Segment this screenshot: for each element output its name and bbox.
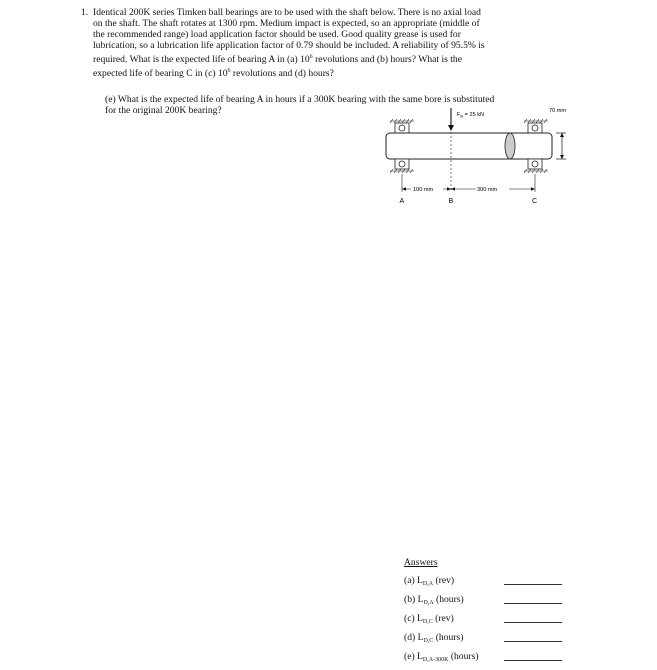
diameter-dimension [556,133,566,159]
shaft-diagram-svg [360,104,580,214]
bearing-c-bottom [528,159,542,169]
answer-label-e: (e) $L_{D,A-300K}$ (hours) [404,651,479,663]
shaft [386,133,552,159]
answer-row-e [404,651,574,670]
answer-blank-c[interactable] [504,622,562,623]
problem-line-6: expected life of bearing C in (c) $10^6$ revolutions and (d) hours? [93,67,334,79]
point-a-label: A [399,198,405,205]
bearing-c-top [528,123,542,133]
diameter-label: 70 mm [549,108,567,114]
answer-row-b [404,594,574,613]
part-e-line-1: (e) What is the expected life of bearing A in hours if a 300K bearing with the same bore is substituted [105,94,495,105]
ground-hatch-top-c [524,119,548,123]
answer-label-c: (c) $L_{D,C}$ (rev) [404,613,454,625]
answers-heading: Answers [404,557,438,568]
problem-number: 1. [81,7,89,18]
problem-line-3: the recommended range) load application factor should be used. Good quality grease is used for [93,28,461,40]
answer-blank-b[interactable] [504,603,562,604]
answer-row-a [404,575,574,594]
answer-blank-e[interactable] [504,660,562,661]
ground-hatch-bottom-c [524,169,548,173]
shaft-cross-section [505,133,515,159]
dim-ab-label: 100 mm [413,187,434,193]
answer-blank-a[interactable] [504,584,562,585]
answer-blank-d[interactable] [504,641,562,642]
force-label: $F_B = 25$ kN [457,112,485,119]
answer-label-a: (a) $L_{D,A}$ (rev) [404,575,455,587]
problem-line-2: on the shaft. The shaft rotates at 1300 rpm. Medium impact is expected, so an appropriate (middle of [93,17,480,29]
bearing-a-bottom [395,159,409,169]
problem-line-1: Identical 200K series Timken ball bearings are to be used with the shaft below. There is no axial load [93,7,481,18]
problem-line-4: lubrication, so a lubrication life application factor of 0.79 should be included. A reliability of 95.5% is [93,39,485,51]
point-c-label: C [532,198,538,205]
dim-bc-label: 300 mm [477,187,498,193]
part-e-line-2: for the original 200K bearing? [105,104,222,116]
answer-row-d [404,632,574,651]
problem-line-5: required. What is the expected life of bearing A in (a) $10^6$ revolutions and (b) hours? What is the [93,53,462,65]
point-b-label: B [448,198,454,205]
answer-row-c [404,613,574,632]
force-arrow [448,108,454,131]
answers-section [404,557,574,670]
ground-hatch-top-a [390,119,414,123]
problem-statement [81,7,553,79]
answer-label-d: (d) $L_{D,C}$ (hours) [404,632,464,644]
answer-label-b: (b) $L_{D,A}$ (hours) [404,594,464,606]
bearing-a-top [395,123,409,133]
ground-hatch-bottom-a [390,169,414,173]
shaft-diagram [360,104,580,214]
